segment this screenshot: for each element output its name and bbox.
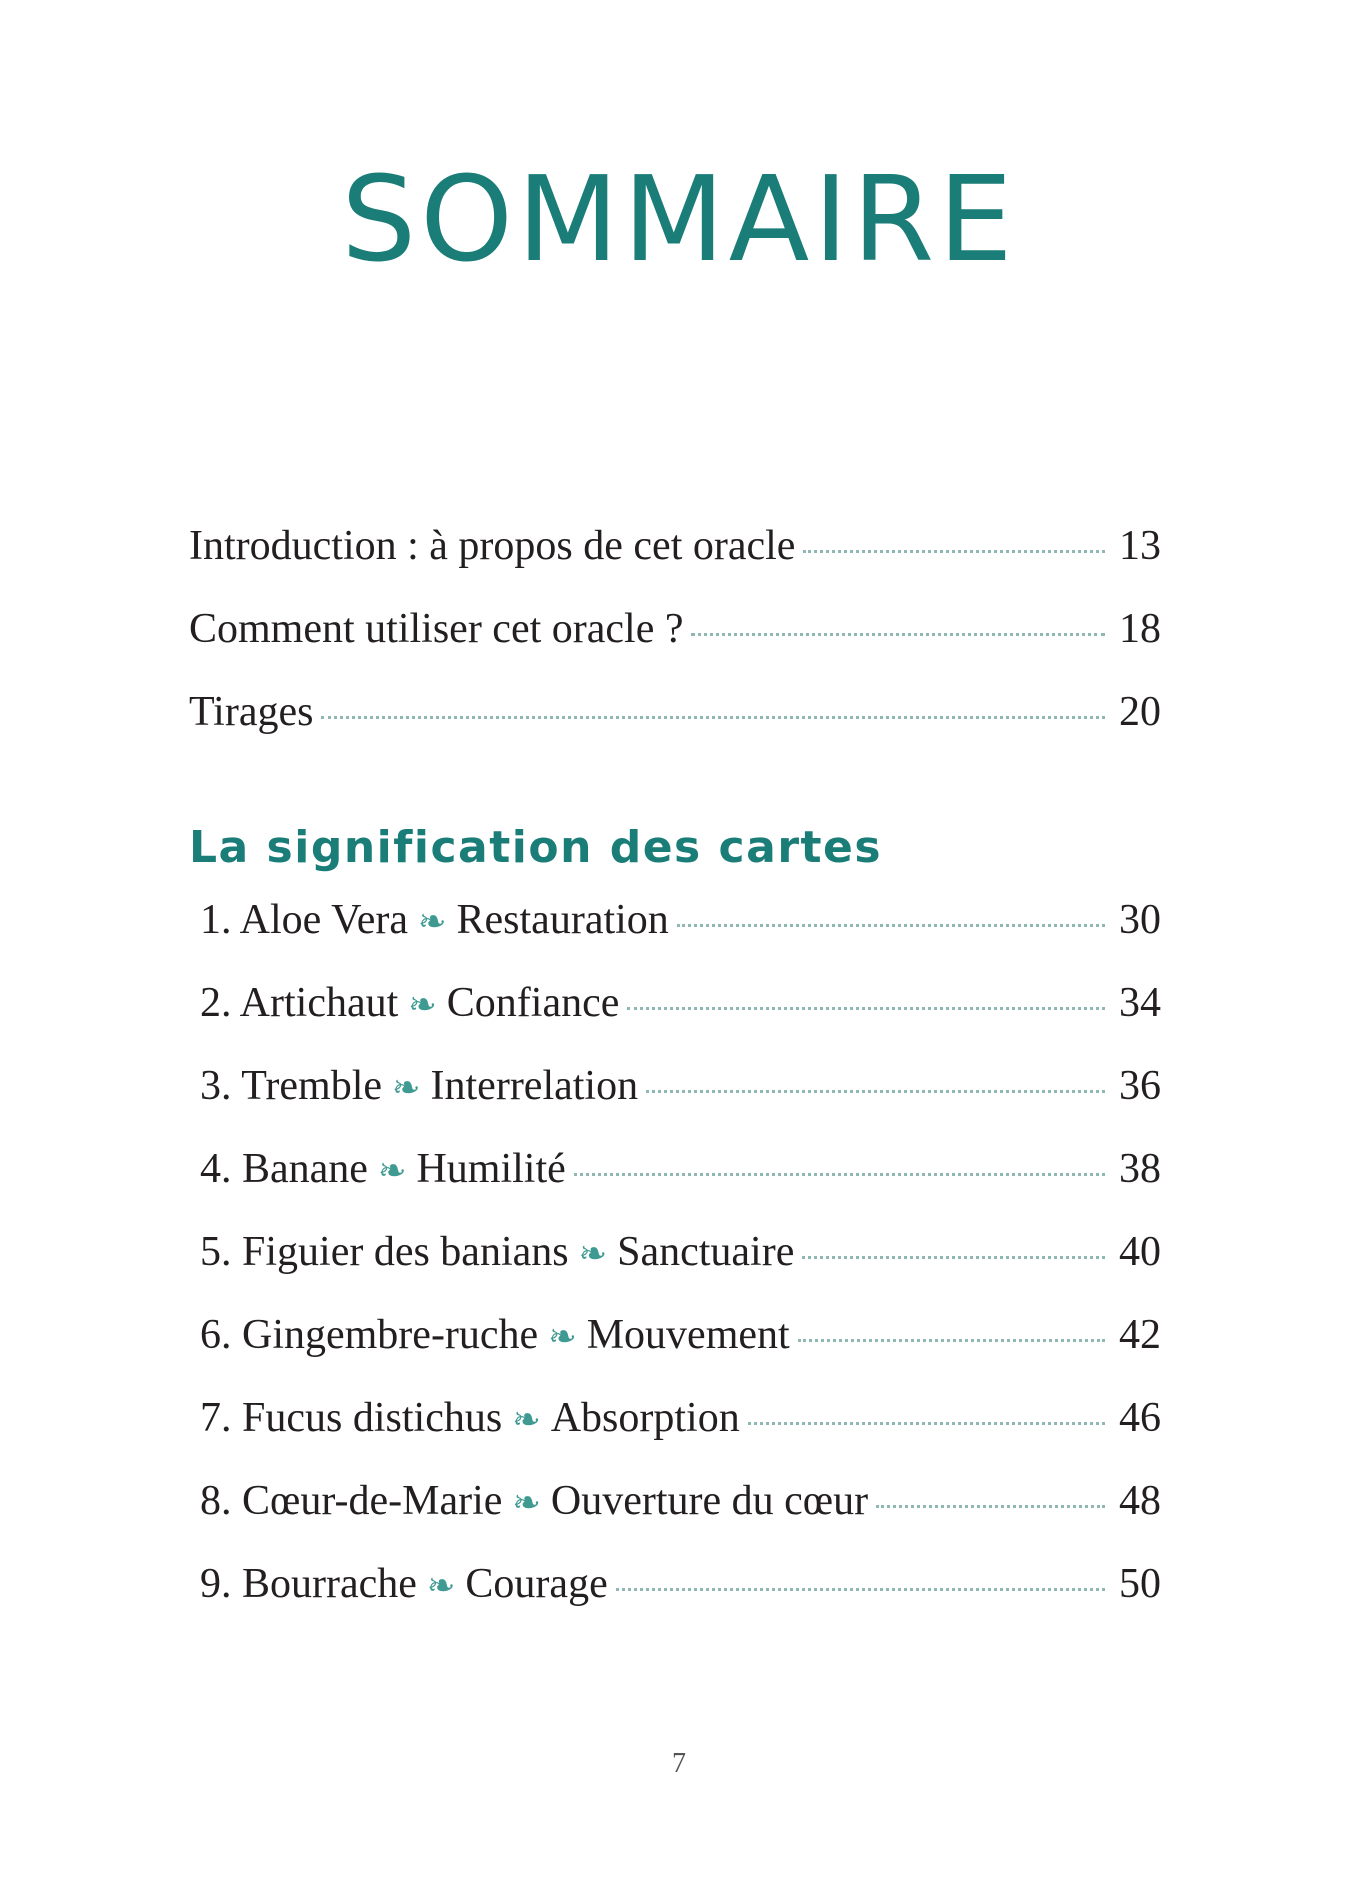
toc-entry[interactable] <box>189 605 1161 688</box>
toc-entry-page: 48 <box>1119 1478 1161 1524</box>
toc-card-entry[interactable] <box>189 979 1161 1062</box>
toc-card-entry[interactable] <box>189 1145 1161 1228</box>
dot-leader <box>798 1339 1105 1342</box>
card-name: 5. Figuier des banians <box>200 1229 569 1275</box>
dot-leader <box>748 1422 1105 1425</box>
fleuron-icon: ❧ <box>512 1485 541 1522</box>
card-meaning: Mouvement <box>586 1312 790 1358</box>
page-title: SOMMAIRE <box>341 150 1017 288</box>
fleuron-icon: ❧ <box>512 1402 541 1439</box>
fleuron-icon: ❧ <box>578 1236 608 1273</box>
card-name: 1. Aloe Vera <box>200 897 409 943</box>
fleuron-icon: ❧ <box>548 1319 577 1356</box>
card-meaning: Sanctuaire <box>617 1229 795 1275</box>
card-meaning: Absorption <box>550 1395 740 1441</box>
toc-card-entry[interactable] <box>189 1311 1161 1394</box>
dot-leader <box>646 1090 1105 1093</box>
fleuron-icon: ❧ <box>426 1568 456 1605</box>
card-name: 2. Artichaut <box>200 980 399 1026</box>
toc-entry-page: 13 <box>1119 523 1161 569</box>
toc-card-entry[interactable] <box>189 1477 1161 1560</box>
toc-card-entry[interactable] <box>189 1560 1161 1643</box>
toc-entry-label <box>200 979 619 1027</box>
card-name: 7. Fucus distichus <box>200 1395 503 1441</box>
section-heading: La signification des cartes <box>189 822 883 873</box>
card-name: 6. Gingembre-ruche <box>200 1312 539 1358</box>
toc-entry-page: 34 <box>1119 980 1161 1026</box>
fleuron-icon: ❧ <box>392 1070 421 1107</box>
toc-intro-list <box>189 522 1161 771</box>
card-meaning: Courage <box>465 1561 608 1607</box>
toc-entry[interactable] <box>189 522 1161 605</box>
card-name: 3. Tremble <box>200 1063 383 1109</box>
toc-entry-page: 42 <box>1119 1312 1161 1358</box>
fleuron-icon: ❧ <box>377 1153 407 1190</box>
toc-entry-page: 36 <box>1119 1063 1161 1109</box>
card-meaning: Humilité <box>416 1146 566 1192</box>
toc-entry[interactable] <box>189 688 1161 771</box>
card-meaning: Ouverture du cœur <box>550 1478 869 1524</box>
toc-entry-page: 38 <box>1119 1146 1161 1192</box>
toc-entry-page: 30 <box>1119 897 1161 943</box>
toc-entry-label <box>200 1228 794 1276</box>
toc-entry-label <box>200 1560 608 1608</box>
dot-leader <box>321 716 1105 719</box>
toc-entry-label: Tirages <box>189 689 314 735</box>
toc-entry-label <box>200 1145 566 1193</box>
fleuron-icon: ❧ <box>418 904 447 941</box>
toc-card-list <box>189 896 1161 1643</box>
dot-leader <box>876 1505 1105 1508</box>
card-meaning: Restauration <box>456 897 669 943</box>
toc-entry-page: 46 <box>1119 1395 1161 1441</box>
fleuron-icon: ❧ <box>408 987 437 1024</box>
toc-entry-page: 40 <box>1119 1229 1161 1275</box>
card-meaning: Interrelation <box>430 1063 639 1109</box>
dot-leader <box>616 1588 1105 1591</box>
dot-leader <box>802 1256 1105 1259</box>
toc-entry-label <box>200 1394 740 1442</box>
toc-entry-page: 50 <box>1119 1561 1161 1607</box>
toc-entry-label: Comment utiliser cet oracle ? <box>189 606 684 652</box>
toc-entry-label <box>200 896 669 944</box>
toc-card-entry[interactable] <box>189 1228 1161 1311</box>
card-meaning: Confiance <box>446 980 620 1026</box>
dot-leader <box>677 924 1105 927</box>
dot-leader <box>803 550 1105 553</box>
page-number: 7 <box>672 1748 686 1779</box>
toc-card-entry[interactable] <box>189 896 1161 979</box>
toc-card-entry[interactable] <box>189 1394 1161 1477</box>
toc-entry-page: 18 <box>1119 606 1161 652</box>
toc-card-entry[interactable] <box>189 1062 1161 1145</box>
toc-entry-label <box>200 1062 638 1110</box>
card-name: 4. Banane <box>200 1146 368 1192</box>
dot-leader <box>691 633 1105 636</box>
toc-entry-label: Introduction : à propos de cet oracle <box>189 523 796 569</box>
toc-entry-page: 20 <box>1119 689 1161 735</box>
toc-entry-label <box>200 1311 790 1359</box>
card-name: 9. Bourrache <box>200 1561 417 1607</box>
dot-leader <box>574 1173 1105 1176</box>
dot-leader <box>627 1007 1105 1010</box>
card-name: 8. Cœur-de-Marie <box>200 1478 503 1524</box>
toc-entry-label <box>200 1477 868 1525</box>
